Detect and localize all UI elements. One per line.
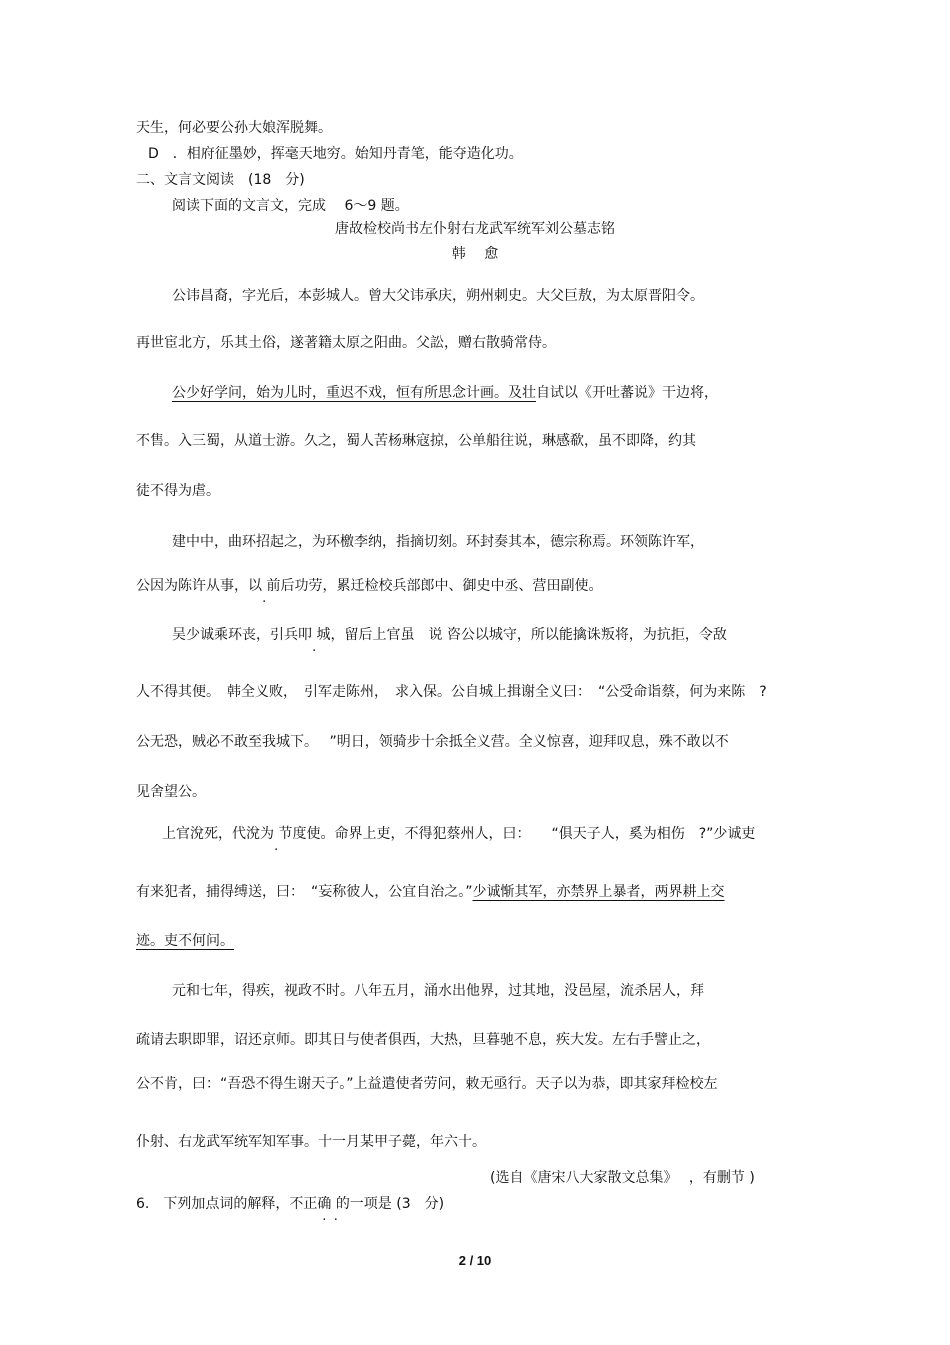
text-segment: 前后功劳，累迁检校兵部郎中、御史中丞、营田副使。 bbox=[266, 578, 603, 594]
text-line: 天生，何必要公孙大娘浑脱舞。 bbox=[136, 120, 332, 136]
question-6 bbox=[136, 1195, 444, 1213]
paragraph-line bbox=[136, 932, 234, 950]
paragraph-line: 公无恐，贼必不敢至我城下。 ”明日，领骑步十余抵全义营。全义惊喜，迎拜叹息，殊不敢以不 bbox=[136, 734, 729, 750]
paragraph-line bbox=[172, 384, 718, 402]
emphasis-dot-word bbox=[274, 826, 278, 842]
source-note: (选自《唐宋八大家散文总集》 ，有删节 ) bbox=[490, 1170, 755, 1186]
text-segment: 城，留后上官虽 说 咨公以城守，所以能擒诛叛将，为抗拒，令敌 bbox=[316, 627, 727, 643]
essay-author: 韩 愈 bbox=[451, 246, 499, 262]
paragraph-line: 疏请去职即罪，诏还京师。即其日与使者俱西，大热，旦暮驰不息，疾大发。左右手譬止之， bbox=[136, 1032, 710, 1048]
paragraph-line: 徒不得为虐。 bbox=[136, 483, 220, 499]
essay-title: 唐故检校尚书左仆射右龙武军统军刘公墓志铭 bbox=[335, 221, 615, 237]
paragraph-line bbox=[136, 577, 602, 595]
text-segment: 公因为陈许从事，以 bbox=[136, 578, 262, 594]
instruction-line: 阅读下面的文言文，完成 6～9 题。 bbox=[172, 198, 409, 214]
paragraph-line: 人不得其便。 韩全义败， 引军走陈州， 求入保。公自城上揖谢全义曰： “公受命诣蔡，何为来陈 ? bbox=[136, 684, 767, 700]
option-d-line: D ．相府征墨妙，挥毫天地穷。始知丹青笔，能夺造化功。 bbox=[148, 146, 523, 162]
emphasis-dot-word bbox=[262, 578, 266, 594]
paragraph-line: 公不肯，曰：“吾恐不得生谢天子。”上益遣使者劳问，敕无亟行。天子以为恭，即其家拜检校左 bbox=[136, 1076, 718, 1092]
text-segment: 6. 下列加点词的解释，不正 bbox=[136, 1196, 318, 1212]
text-segment: 节度使。命界上吏，不得犯蔡州人，曰： “俱天子人，奚为相伤 ?”少诚吏 bbox=[278, 826, 756, 842]
paragraph-line bbox=[172, 626, 727, 644]
paragraph-line bbox=[162, 825, 755, 843]
paragraph-line: 不售。入三蜀，从道士游。久之，蜀人苦杨琳寇掠，公单船往说，琳感欷，虽不即降，约其 bbox=[136, 433, 696, 449]
sentence-rest: 自试以《开吐蕃说》干边将， bbox=[536, 385, 718, 401]
underlined-sentence: 少诚惭其军，亦禁界上暴者，两界耕上交 bbox=[472, 884, 725, 900]
paragraph-line: 元和七年，得疾，视政不时。八年五月，涌水出他界，过其地，没邑屋，流杀居人，拜 bbox=[172, 983, 704, 999]
paragraph-line: 建中中，曲环招起之，为环檄李纳，指摘切刻。环封奏其本，德宗称焉。环领陈许军， bbox=[172, 534, 704, 550]
paragraph-line: 再世宦北方，乐其土俗，遂著籍太原之阳曲。父訟，赠右散骑常侍。 bbox=[136, 335, 556, 351]
text-segment: 有来犯者，捕得缚送，曰： “妄称彼人，公宜自治之。” bbox=[136, 884, 473, 900]
paragraph-line: 见舍望公。 bbox=[136, 784, 206, 800]
emphasis-dot-word bbox=[312, 627, 316, 643]
underlined-sentence: 迹。吏不何问。 bbox=[136, 933, 234, 949]
text-segment: 上官涗死，代涗为 bbox=[162, 826, 274, 842]
emphasis-dot-word: 确 bbox=[317, 1196, 332, 1212]
page-number: 2 / 10 bbox=[458, 1253, 492, 1268]
paragraph-line bbox=[136, 883, 725, 901]
underlined-sentence: 公少好学问，始为儿时，重迟不戏，恒有所思念计画。及壮 bbox=[172, 385, 536, 401]
text-segment: 吴少诚乘环丧，引兵叩 bbox=[172, 627, 312, 643]
text-segment: 的一项是 (3 分) bbox=[335, 1196, 445, 1212]
paragraph-line: 仆射、右龙武军统军知军事。十一月某甲子薨，年六十。 bbox=[136, 1134, 486, 1150]
section-heading: 二、文言文阅读 (18 分) bbox=[136, 172, 305, 188]
paragraph-line: 公讳昌裔，字光后，本彭城人。曾大父讳承庆，朔州刺史。大父巨敖，为太原晋阳令。 bbox=[172, 288, 704, 304]
